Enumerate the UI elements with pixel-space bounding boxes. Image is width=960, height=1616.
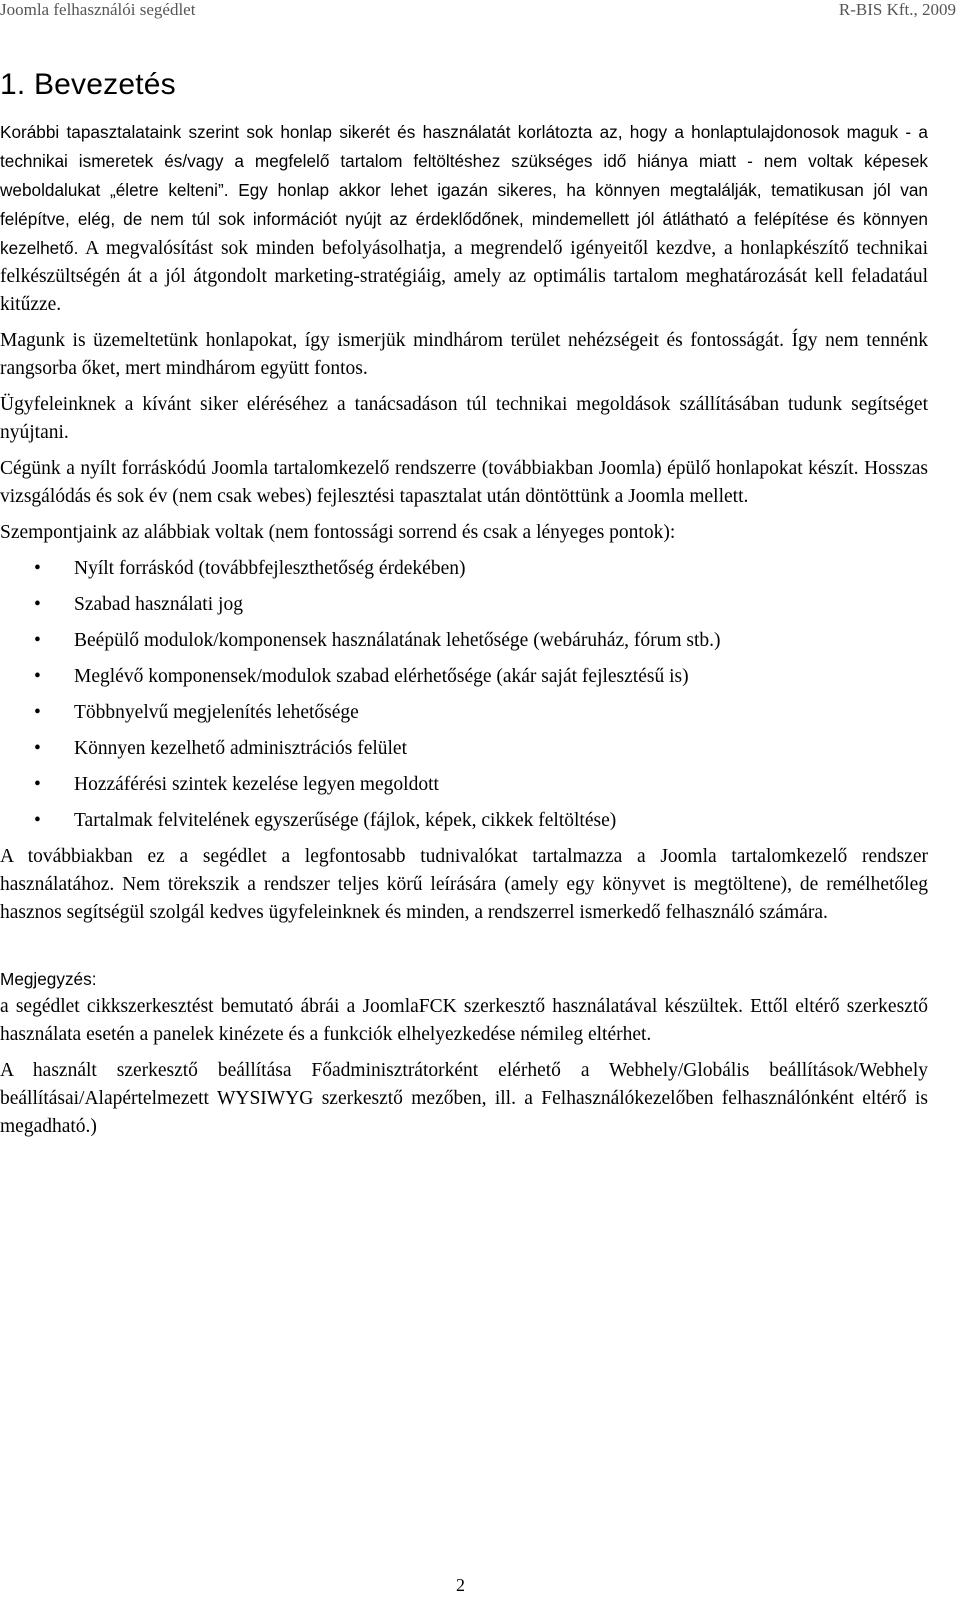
list-item <box>0 771 928 799</box>
paragraph: Magunk is üzemeltetünk honlapokat, így ismerjük mindhárom terület nehézségeit és fontosságát. Így nem tennénk rangsorba őket, mert mindhárom együtt fontos. <box>0 330 928 379</box>
list-item <box>0 555 928 583</box>
list-item <box>0 807 928 835</box>
success-sentence: Egy honlap akkor lehet igazán sikeres, ha könnyen megtalálják, tematikusan jól van felépítve, elég, de nem túl sok információt nyújt az érdeklődőnek, mindemellett jól átlátható a felépítése és könnyen kezelhető. <box>0 180 928 258</box>
body-content <box>0 118 928 1149</box>
realization-sentence: A megvalósítást sok minden befolyásolhatja, a megrendelő igényeitől kezdve, a honlapkészítő technikai felkészültségén át a jól átgondolt marketing-stratégiáig, amely az optimális tartalom meghatározását kell feladatául kitűzze. <box>0 238 928 315</box>
bullet-icon: • <box>34 630 41 651</box>
note-label: Megjegyzés: <box>0 969 97 989</box>
section-title: 1. Bevezetés <box>0 68 176 101</box>
note-paragraph: A használt szerkesztő beállítása Főadminisztrátorként elérhető a Webhely/Globális beállítások/Webhely beállításai/Alapértelmezett WYSIWYG szerkesztő mezőben, ill. a Felhasználókezelőben felhasználónként eltérő is megadható.) <box>0 1060 928 1137</box>
header-doc-title: Joomla felhasználói segédlet <box>0 0 196 19</box>
list-item-text: Többnyelvű megjelenítés lehetősége <box>74 702 359 723</box>
list-item-text: Beépülő modulok/komponensek használatának lehetősége (webáruház, fórum stb.) <box>74 630 721 651</box>
bullet-icon: • <box>34 594 41 615</box>
note-paragraph: a segédlet cikkszerkesztést bemutató ábrái a JoomlaFCK szerkesztő használatával készültek. Ettől eltérő szerkesztő használata esetén a panelek kinézete és a funkciók elhelyezkedése némileg eltérhet. <box>0 996 928 1045</box>
bullet-icon: • <box>34 666 41 687</box>
list-item <box>0 627 928 655</box>
intro-sentence: Korábbi tapasztalataink szerint sok honlap sikerét és használatát korlátozta az, hogy a honlaptulajdonosok maguk - a technikai ismeretek és/vagy a megfelelő tartalom feltöltéshez szükséges idő hiánya miatt - nem voltak képesek weboldalukat „életre kelteni”. <box>0 122 928 200</box>
bullet-icon: • <box>34 702 41 723</box>
paragraph: Cégünk a nyílt forráskódú Joomla tartalomkezelő rendszerre (továbbiakban Joomla) épülő honlapokat készít. Hosszas vizsgálódás és sok év (nem csak webes) fejlesztési tapasztalat után döntöttünk a Joomla mellett. <box>0 458 928 507</box>
list-item-text: Szabad használati jog <box>74 594 243 615</box>
criteria-list <box>0 555 928 835</box>
paragraph: Ügyfeleinknek a kívánt siker eléréséhez a tanácsadáson túl technikai megoldások szállításában tudunk segítséget nyújtani. <box>0 394 928 443</box>
page-header <box>0 0 960 20</box>
bullet-icon: • <box>34 810 41 831</box>
list-item <box>0 591 928 619</box>
bullet-icon: • <box>34 738 41 759</box>
spacer <box>0 935 928 965</box>
list-item-text: Meglévő komponensek/modulok szabad elérhetősége (akár saját fejlesztésű is) <box>74 666 689 687</box>
bullet-icon: • <box>34 774 41 795</box>
list-item-text: Hozzáférési szintek kezelése legyen megoldott <box>74 774 439 795</box>
paragraph <box>0 118 928 319</box>
list-item-text: Tartalmak felvitelének egyszerűsége (fájlok, képek, cikkek feltöltése) <box>74 810 617 831</box>
list-item <box>0 699 928 727</box>
bullet-icon: • <box>34 558 41 579</box>
list-item <box>0 735 928 763</box>
header-company: R-BIS Kft., 2009 <box>838 0 956 19</box>
closing-paragraph: A továbbiakban ez a segédlet a legfontosabb tudnivalókat tartalmazza a Joomla tartalomkezelő rendszer használatához. Nem törekszik a rendszer teljes körű leírására (amely egy könyvet is megtöltene), de remélhetőleg hasznos segítségül szolgál kedves ügyfeleinknek és minden, a rendszerrel ismerkedő felhasználó számára. <box>0 846 928 923</box>
list-item-text: Nyílt forráskód (továbbfejleszthetőség érdekében) <box>74 558 466 579</box>
page-number: 2 <box>456 1575 465 1595</box>
list-item-text: Könnyen kezelhető adminisztrációs felület <box>74 738 408 759</box>
list-item <box>0 663 928 691</box>
paragraph: Szempontjaink az alábbiak voltak (nem fontossági sorrend és csak a lényeges pontok): <box>0 522 676 543</box>
